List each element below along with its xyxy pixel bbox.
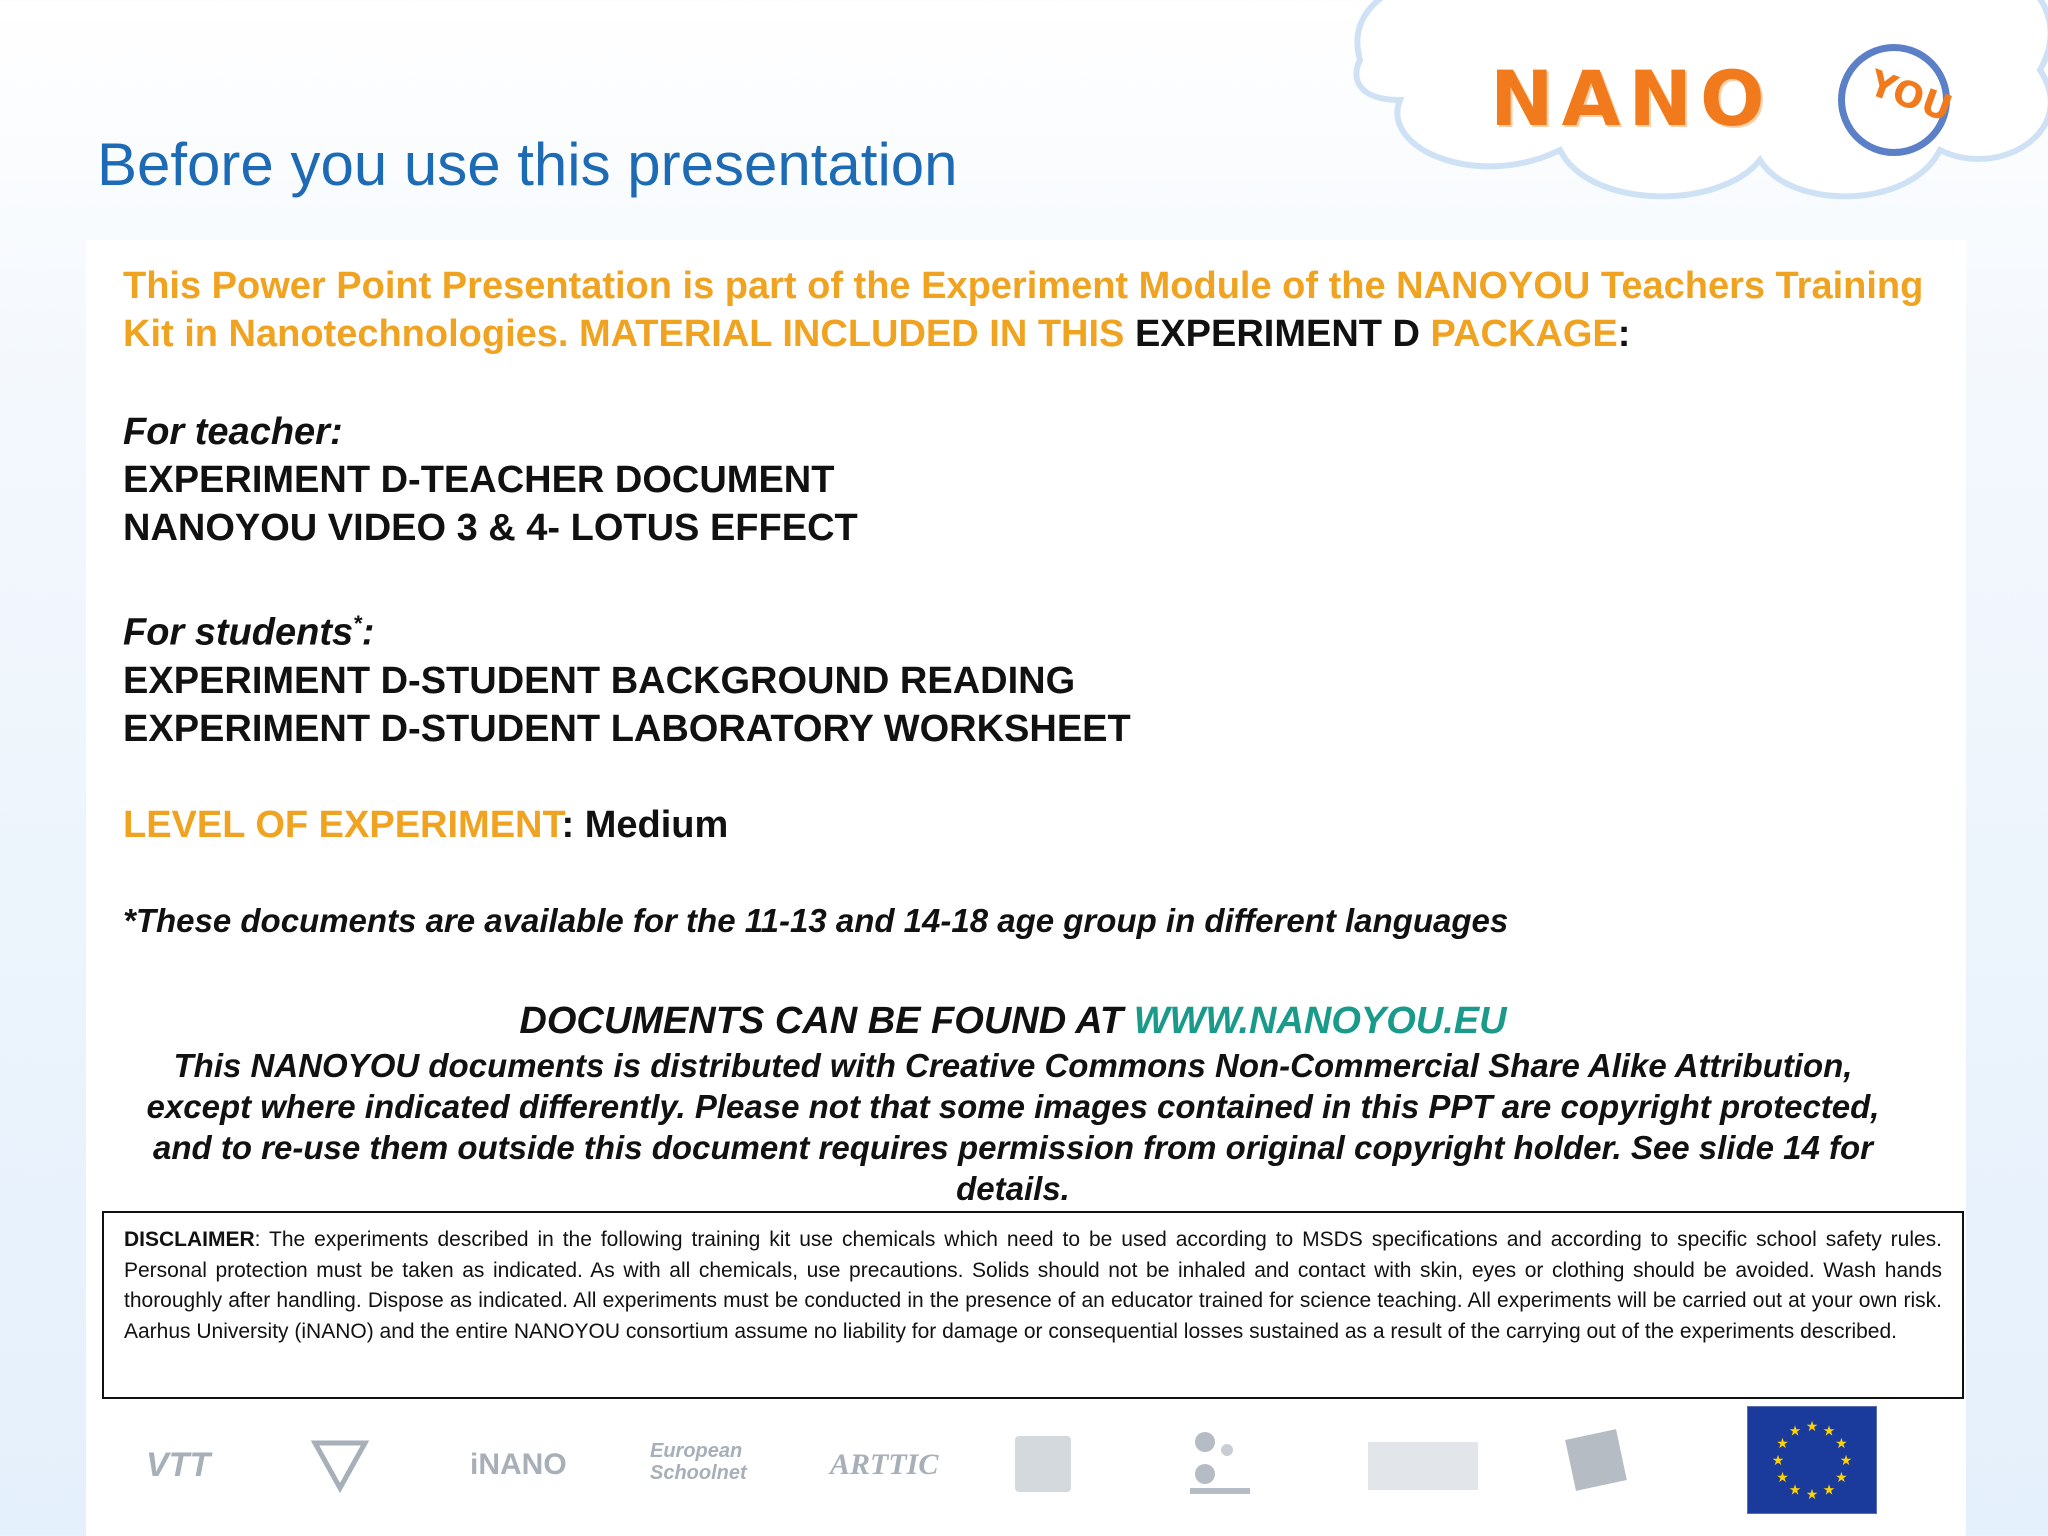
students-heading: [123, 600, 1943, 657]
nanoyou-link[interactable]: WWW.NANOYOU.EU: [1133, 1000, 1507, 1042]
main-content: [123, 262, 1943, 943]
level-line: [123, 801, 1943, 849]
vtt-logo: VTT: [146, 1446, 211, 1484]
documents-section: [123, 997, 1903, 1209]
eu-star-icon: ★: [1839, 1452, 1853, 1468]
intro-part1: This Power Point Presentation is part of the Experiment Module of the NANOYOU Teachers Training Kit in Nanotechnologies. MATERIAL INCLUDED IN THIS: [123, 265, 1924, 355]
student-item: EXPERIMENT D-STUDENT LABORATORY WORKSHEET: [123, 707, 1131, 750]
teacher-item: EXPERIMENT D-TEACHER DOCUMENT: [123, 459, 835, 501]
eu-star-icon: ★: [1788, 1481, 1802, 1498]
eu-star-icon: ★: [1822, 1481, 1836, 1498]
documents-heading: [123, 997, 1903, 1045]
level-value: : Medium: [561, 803, 729, 846]
logo-ring-text: YOU: [1863, 62, 1958, 131]
partner-logo-2: [310, 1438, 370, 1498]
documents-heading-text: DOCUMENTS CAN BE FOUND AT: [519, 1000, 1134, 1042]
teacher-heading: For teacher:: [123, 411, 343, 453]
student-item: EXPERIMENT D-STUDENT BACKGROUND READING: [123, 659, 1076, 702]
disclaimer-box: [102, 1211, 1964, 1399]
intro-part2: PACKAGE: [1419, 313, 1618, 355]
students-heading-text: For students: [123, 611, 354, 654]
partner-logo-9: [1565, 1429, 1627, 1491]
eu-star-icon: ★: [1805, 1486, 1819, 1502]
students-heading-asterisk: *: [353, 611, 362, 636]
level-label: LEVEL OF EXPERIMENT: [123, 803, 562, 846]
eu-star-icon: ★: [1822, 1422, 1836, 1439]
inano-logo: iNANO: [470, 1448, 567, 1481]
eu-flag: [1747, 1406, 1877, 1514]
partner-logo-6: [1015, 1436, 1071, 1492]
eu-star-icon: ★: [1788, 1422, 1802, 1439]
partner-logo-8: [1368, 1442, 1478, 1490]
disclaimer-text: : The experiments described in the following training kit use chemicals which need to be used according to MSDS specifications and according to specific school safety rules. Personal protection must be taken as indicated. As with all chemicals, use precautions. Solids should not be inhaled and contact with skin, eyes or clothing should be avoided. Wash hands thoroughly after handling. Dispose as indicated. All experiments must be conducted in the presence of an educator trained for science teaching. All experiments will be carried out at your own risk. Aarhus University (iNANO) and the entire NANOYOU consortium assume no liability for damage or consequential losses sustained as a result of the carrying out of the experiments described.: [124, 1228, 1942, 1343]
eu-star-icon: ★: [1776, 1469, 1789, 1485]
eu-star-icon: ★: [1771, 1452, 1785, 1468]
european-schoolnet-logo: European Schoolnet: [650, 1440, 747, 1484]
page-title: Before you use this presentation: [97, 131, 958, 198]
eu-star-icon: ★: [1835, 1435, 1848, 1451]
eu-star-icon: ★: [1805, 1418, 1819, 1434]
eu-star-icon: ★: [1776, 1435, 1789, 1451]
partner-logo-7: [1185, 1428, 1255, 1498]
eu-star-icon: ★: [1835, 1469, 1848, 1485]
intro-colon: :: [1617, 313, 1631, 355]
logo-text: NANO: [1490, 54, 1773, 143]
license-text: This NANOYOU documents is distributed with Creative Commons Non-Commercial Share Alike Attribution, except where indicated differently. Please not that some images contained in this PPT are copyright protected, and to re-use them outside this document requires permission from original copyright holder. See slide 14 for details.: [146, 1047, 1880, 1207]
disclaimer-label: DISCLAIMER: [124, 1228, 255, 1251]
partner-logos: [130, 1400, 2030, 1536]
availability-note: *These documents are available for the 11-13 and 14-18 age group in different languages: [123, 901, 1509, 939]
artic-logo: ARTTIC: [830, 1448, 939, 1481]
intro-text: [123, 262, 1943, 358]
students-heading-colon: :: [361, 611, 375, 654]
teacher-item: NANOYOU VIDEO 3 & 4- LOTUS EFFECT: [123, 507, 858, 549]
nanoyou-logo: [1480, 40, 1960, 160]
intro-highlight: EXPERIMENT D: [1134, 313, 1420, 355]
